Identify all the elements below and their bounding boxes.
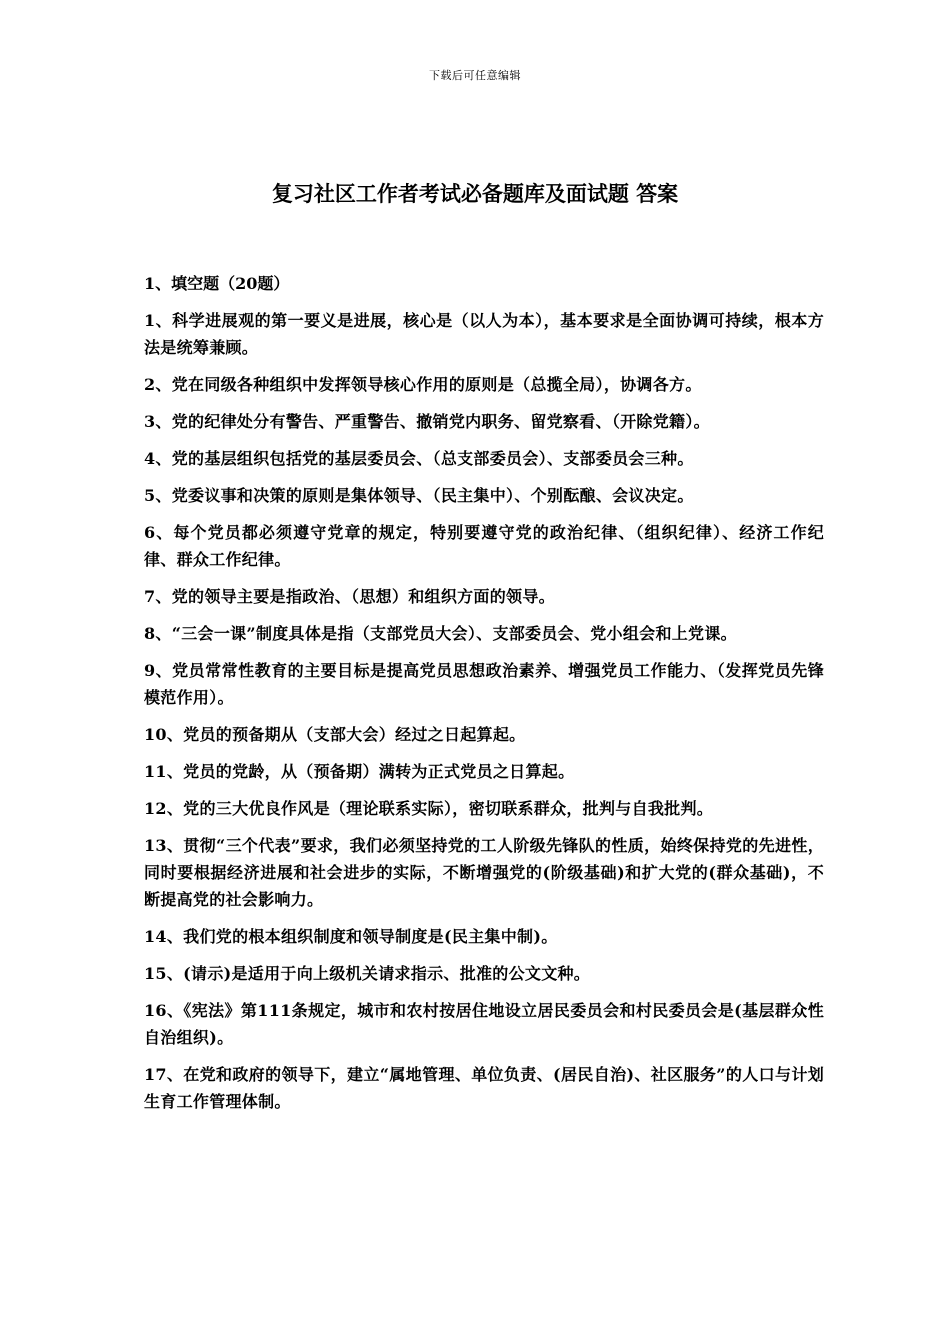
header-note: 下载后可任意编辑 — [429, 69, 521, 82]
section-heading: 1、填空题（20题） — [144, 274, 290, 293]
document-title: 复习社区工作者考试必备题库及面试题 答案 — [271, 182, 679, 206]
question-item-7: 7、党的领导主要是指政治、（思想）和组织方面的领导。 — [144, 587, 555, 606]
question-item-6: 6、每个党员都必须遵守党章的规定，特别要遵守党的政治纪律、（组织纪律）、经济工作纪律、群众工作纪律。 — [144, 523, 824, 569]
question-item-8: 8、“三会一课”制度具体是指（支部党员大会）、支部委员会、党小组会和上党课。 — [144, 624, 737, 643]
question-item-1: 1、科学进展观的第一要义是进展，核心是（以人为本），基本要求是全面协调可持续，根本方法是统筹兼顾。 — [144, 311, 824, 357]
question-item-12: 12、党的三大优良作风是（理论联系实际），密切联系群众，批判与自我批判。 — [144, 799, 714, 818]
question-item-10: 10、党员的预备期从（支部大会）经过之日起算起。 — [144, 725, 526, 744]
document-body — [144, 270, 824, 1125]
question-item-13: 13、贯彻“三个代表”要求，我们必须坚持党的工人阶级先锋队的性质，始终保持党的先进性，同时要根据经济进展和社会进步的实际，不断增强党的(阶级基础)和扩大党的(群众基础)，不断提高党的社会影响力。 — [144, 836, 824, 909]
question-item-11: 11、党员的党龄，从（预备期）满转为正式党员之日算起。 — [144, 762, 575, 781]
question-item-15: 15、(请示)是适用于向上级机关请求指示、批准的公文文种。 — [144, 964, 591, 983]
question-item-17: 17、在党和政府的领导下，建立“属地管理、单位负责、(居民自治)、社区服务”的人口与计划生育工作管理体制。 — [144, 1065, 824, 1111]
question-item-3: 3、党的纪律处分有警告、严重警告、撤销党内职务、留党察看、（开除党籍）。 — [144, 412, 710, 431]
question-item-14: 14、我们党的根本组织制度和领导制度是(民主集中制)。 — [144, 927, 558, 946]
question-item-2: 2、党在同级各种组织中发挥领导核心作用的原则是（总揽全局），协调各方。 — [144, 375, 702, 394]
question-item-16: 16、《宪法》第111条规定，城市和农村按居住地设立居民委员会和村民委员会是(基层群众性自治组织)。 — [144, 1001, 824, 1047]
question-item-4: 4、党的基层组织包括党的基层委员会、（总支部委员会）、支部委员会三种。 — [144, 449, 694, 468]
question-item-9: 9、党员常常性教育的主要目标是提高党员思想政治素养、增强党员工作能力、（发挥党员先锋模范作用）。 — [144, 661, 824, 707]
question-item-5: 5、党委议事和决策的原则是集体领导、（民主集中）、个别酝酿、会议决定。 — [144, 486, 694, 505]
